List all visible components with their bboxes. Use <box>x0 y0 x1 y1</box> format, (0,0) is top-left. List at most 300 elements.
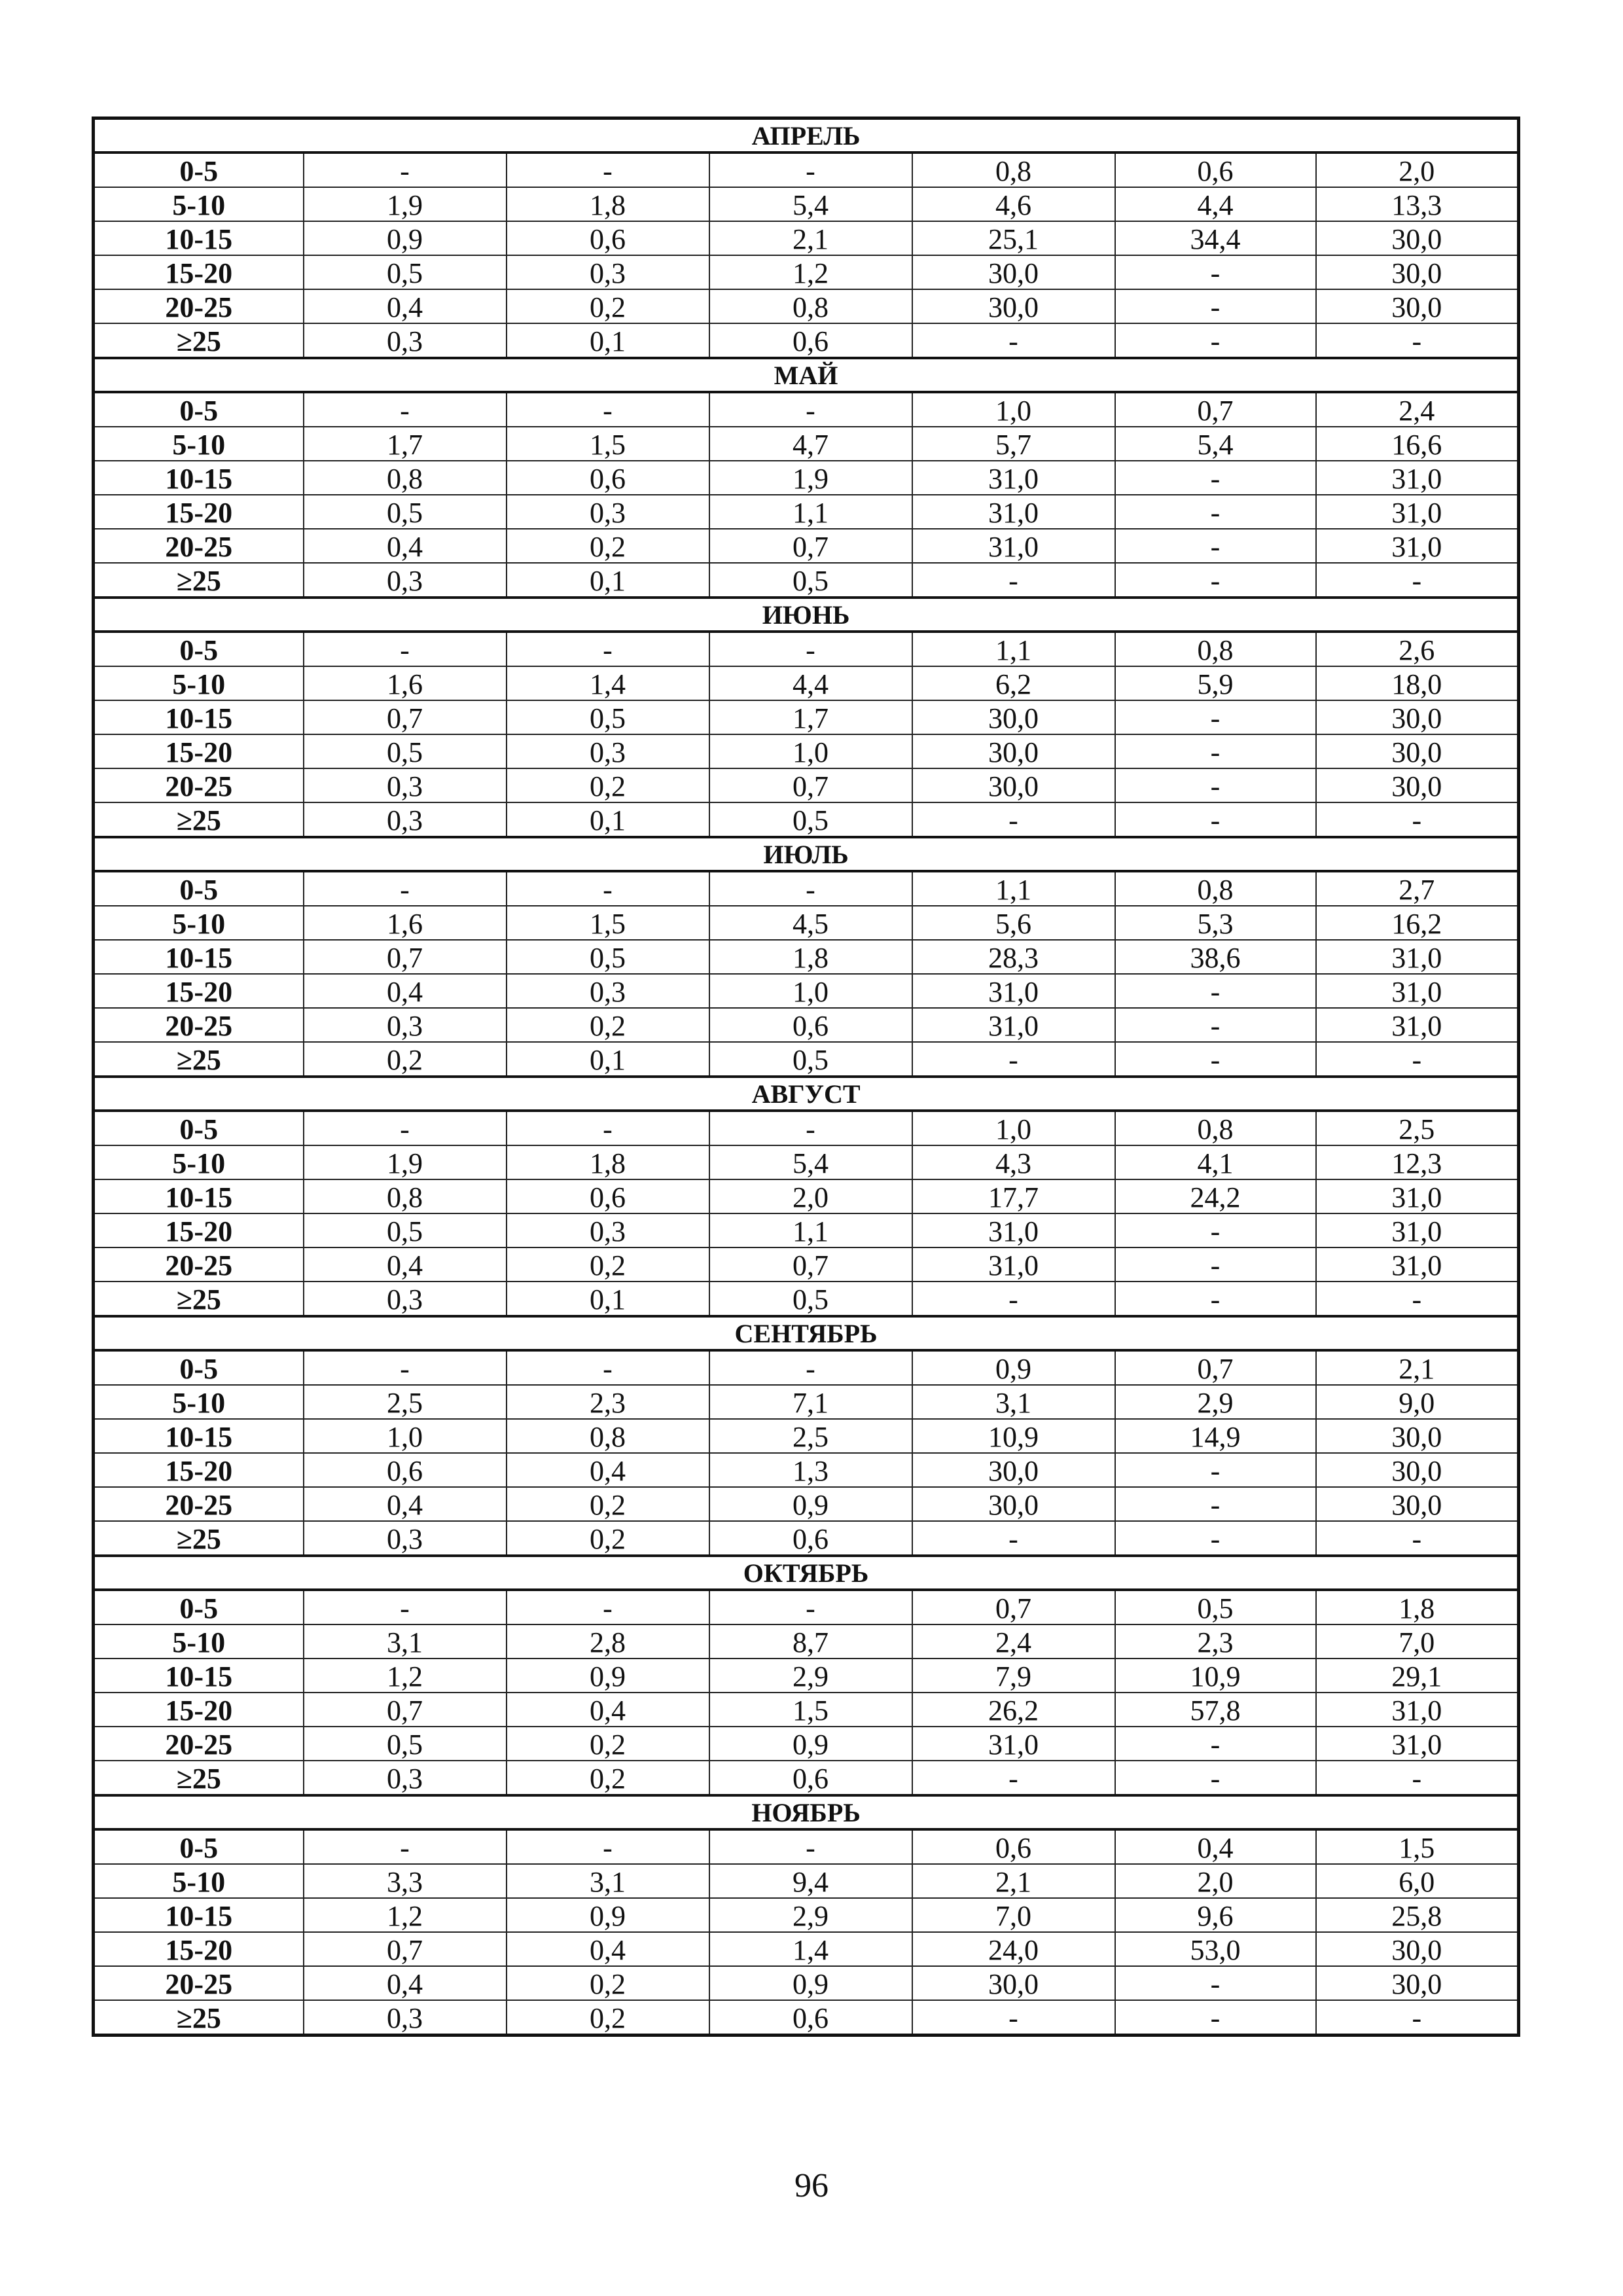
range-label: 0-5 <box>94 871 304 906</box>
table-cell: 1,8 <box>1316 1590 1519 1624</box>
range-label: 5-10 <box>94 427 304 461</box>
table-cell: 0,4 <box>304 1487 507 1521</box>
month-header-row <box>94 837 1519 871</box>
table-cell: 0,2 <box>507 1521 709 1556</box>
table-cell: - <box>507 1111 709 1145</box>
table-cell: - <box>507 1350 709 1385</box>
table-cell: - <box>507 871 709 906</box>
table-cell: 4,6 <box>912 187 1115 221</box>
month-header-row <box>94 1795 1519 1829</box>
table-cell: 2,5 <box>1316 1111 1519 1145</box>
table-cell: 0,3 <box>304 1521 507 1556</box>
table-cell: 2,4 <box>912 1624 1115 1659</box>
table-cell: 0,2 <box>507 1247 709 1282</box>
table-row <box>94 255 1519 289</box>
table-cell: 8,7 <box>709 1624 912 1659</box>
table-cell: - <box>709 871 912 906</box>
table-row <box>94 1521 1519 1556</box>
range-label: 15-20 <box>94 255 304 289</box>
table-cell: 0,1 <box>507 1282 709 1316</box>
table-cell: 25,8 <box>1316 1898 1519 1932</box>
table-cell: 30,0 <box>912 1487 1115 1521</box>
table-cell: - <box>1115 2000 1316 2036</box>
table-row <box>94 152 1519 187</box>
table-cell: 0,8 <box>1115 632 1316 666</box>
table-cell: 0,7 <box>912 1590 1115 1624</box>
table-cell: 1,8 <box>507 1145 709 1179</box>
range-label: 20-25 <box>94 1727 304 1761</box>
table-cell: 30,0 <box>1316 1487 1519 1521</box>
range-label: ≥25 <box>94 1521 304 1556</box>
table-cell: 1,8 <box>507 187 709 221</box>
range-label: 5-10 <box>94 1624 304 1659</box>
range-label: 20-25 <box>94 1247 304 1282</box>
table-cell: - <box>709 632 912 666</box>
table-cell: 0,5 <box>304 255 507 289</box>
table-cell: 0,6 <box>709 1761 912 1795</box>
table-cell: - <box>1316 2000 1519 2036</box>
table-cell: 0,4 <box>507 1693 709 1727</box>
table-cell: 0,3 <box>507 734 709 768</box>
table-cell: 0,2 <box>507 1008 709 1042</box>
table-cell: 0,3 <box>304 1282 507 1316</box>
table-row <box>94 392 1519 427</box>
table-cell: 38,6 <box>1115 940 1316 974</box>
monthly-data-table <box>92 117 1520 2037</box>
table-cell: 0,3 <box>304 768 507 802</box>
table-cell: 1,7 <box>709 700 912 734</box>
table-row <box>94 768 1519 802</box>
table-cell: 3,3 <box>304 1864 507 1898</box>
table-cell: 0,2 <box>507 1966 709 2000</box>
month-header-row <box>94 1077 1519 1111</box>
table-cell: 6,0 <box>1316 1864 1519 1898</box>
range-label: 10-15 <box>94 221 304 255</box>
month-title: АВГУСТ <box>94 1077 1519 1111</box>
table-cell: 1,5 <box>507 427 709 461</box>
month-title: МАЙ <box>94 358 1519 392</box>
table-cell: - <box>304 632 507 666</box>
table-cell: - <box>912 323 1115 358</box>
table-cell: - <box>507 152 709 187</box>
table-cell: 1,4 <box>507 666 709 700</box>
table-cell: 0,2 <box>304 1042 507 1077</box>
range-label: 20-25 <box>94 768 304 802</box>
table-row <box>94 1111 1519 1145</box>
table-cell: 0,8 <box>304 461 507 495</box>
table-cell: 2,6 <box>1316 632 1519 666</box>
table-cell: 0,2 <box>507 768 709 802</box>
table-cell: 0,4 <box>304 529 507 563</box>
table-cell: 0,6 <box>709 323 912 358</box>
range-label: 15-20 <box>94 1213 304 1247</box>
table-cell: 3,1 <box>507 1864 709 1898</box>
range-label: 10-15 <box>94 1179 304 1213</box>
table-cell: 1,6 <box>304 906 507 940</box>
table-row <box>94 289 1519 323</box>
table-cell: - <box>1115 1521 1316 1556</box>
table-cell: 0,3 <box>304 563 507 598</box>
month-title: ИЮЛЬ <box>94 837 1519 871</box>
table-cell: 0,2 <box>507 529 709 563</box>
table-cell: 9,4 <box>709 1864 912 1898</box>
table-cell: 0,5 <box>709 563 912 598</box>
table-cell: 10,9 <box>1115 1659 1316 1693</box>
range-label: 5-10 <box>94 906 304 940</box>
table-cell: 30,0 <box>912 700 1115 734</box>
table-cell: 0,6 <box>709 1521 912 1556</box>
table-cell: 4,5 <box>709 906 912 940</box>
table-cell: 5,4 <box>709 187 912 221</box>
table-cell: 2,4 <box>1316 392 1519 427</box>
table-cell: 0,2 <box>507 1487 709 1521</box>
table-row <box>94 1385 1519 1419</box>
table-row <box>94 974 1519 1008</box>
table-cell: - <box>1316 1761 1519 1795</box>
range-label: 10-15 <box>94 461 304 495</box>
table-cell: 30,0 <box>1316 1966 1519 2000</box>
table-cell: 0,9 <box>507 1898 709 1932</box>
table-cell: 2,1 <box>1316 1350 1519 1385</box>
table-cell: 0,3 <box>304 1761 507 1795</box>
table-cell: 2,8 <box>507 1624 709 1659</box>
table-cell: - <box>304 1590 507 1624</box>
table-cell: 5,7 <box>912 427 1115 461</box>
table-cell: 0,9 <box>507 1659 709 1693</box>
table-row <box>94 221 1519 255</box>
range-label: 15-20 <box>94 1932 304 1966</box>
table-cell: 0,6 <box>709 1008 912 1042</box>
table-cell: 0,3 <box>304 2000 507 2036</box>
table-cell: 7,0 <box>912 1898 1115 1932</box>
table-row <box>94 906 1519 940</box>
table-cell: 1,5 <box>1316 1829 1519 1864</box>
range-label: 0-5 <box>94 1111 304 1145</box>
table-cell: 31,0 <box>912 1727 1115 1761</box>
table-cell: 0,4 <box>1115 1829 1316 1864</box>
month-title: СЕНТЯБРЬ <box>94 1316 1519 1350</box>
table-row <box>94 1145 1519 1179</box>
table-cell: 0,7 <box>709 529 912 563</box>
table-cell: 1,1 <box>709 495 912 529</box>
table-cell: 0,4 <box>507 1453 709 1487</box>
table-cell: - <box>304 392 507 427</box>
table-cell: 0,5 <box>304 734 507 768</box>
table-cell: 4,4 <box>1115 187 1316 221</box>
table-cell: - <box>1115 1761 1316 1795</box>
table-cell: - <box>1115 1282 1316 1316</box>
table-cell: 1,2 <box>304 1659 507 1693</box>
table-cell: 4,3 <box>912 1145 1115 1179</box>
table-cell: - <box>709 1590 912 1624</box>
table-cell: - <box>912 2000 1115 2036</box>
table-cell: 0,6 <box>507 1179 709 1213</box>
range-label: 20-25 <box>94 289 304 323</box>
table-cell: 30,0 <box>1316 289 1519 323</box>
table-cell: 0,6 <box>507 221 709 255</box>
table-cell: - <box>1115 495 1316 529</box>
range-label: 0-5 <box>94 392 304 427</box>
table-cell: 0,7 <box>709 1247 912 1282</box>
table-cell: - <box>1316 802 1519 837</box>
table-cell: - <box>304 152 507 187</box>
table-body <box>94 118 1519 2036</box>
table-cell: 31,0 <box>1316 1179 1519 1213</box>
table-cell: 1,1 <box>709 1213 912 1247</box>
table-cell: - <box>507 1829 709 1864</box>
table-cell: 0,1 <box>507 563 709 598</box>
range-label: 15-20 <box>94 974 304 1008</box>
table-cell: 2,9 <box>709 1659 912 1693</box>
table-cell: 0,8 <box>304 1179 507 1213</box>
table-cell: 5,4 <box>709 1145 912 1179</box>
range-label: 0-5 <box>94 632 304 666</box>
range-label: ≥25 <box>94 563 304 598</box>
range-label: 20-25 <box>94 1008 304 1042</box>
table-cell: 2,5 <box>304 1385 507 1419</box>
table-cell: - <box>709 1829 912 1864</box>
table-row <box>94 1829 1519 1864</box>
table-cell: 1,2 <box>304 1898 507 1932</box>
table-row <box>94 563 1519 598</box>
range-label: 0-5 <box>94 1350 304 1385</box>
table-cell: 31,0 <box>1316 1727 1519 1761</box>
table-row <box>94 187 1519 221</box>
table-row <box>94 1453 1519 1487</box>
table-cell: 0,3 <box>507 495 709 529</box>
table-cell: 3,1 <box>912 1385 1115 1419</box>
range-label: 10-15 <box>94 940 304 974</box>
table-cell: 0,9 <box>709 1966 912 2000</box>
table-cell: 30,0 <box>912 734 1115 768</box>
table-row <box>94 427 1519 461</box>
table-cell: 2,0 <box>709 1179 912 1213</box>
table-cell: 30,0 <box>1316 700 1519 734</box>
table-cell: - <box>304 1829 507 1864</box>
table-cell: 0,7 <box>304 700 507 734</box>
table-cell: 2,7 <box>1316 871 1519 906</box>
table-row <box>94 1727 1519 1761</box>
range-label: 20-25 <box>94 529 304 563</box>
month-header-row <box>94 1316 1519 1350</box>
table-cell: 0,4 <box>304 1247 507 1282</box>
range-label: ≥25 <box>94 1282 304 1316</box>
table-cell: 31,0 <box>1316 1213 1519 1247</box>
range-label: 10-15 <box>94 1419 304 1453</box>
table-cell: - <box>1115 255 1316 289</box>
table-cell: 10,9 <box>912 1419 1115 1453</box>
table-cell: 0,5 <box>507 940 709 974</box>
table-cell: 5,4 <box>1115 427 1316 461</box>
table-cell: - <box>709 1111 912 1145</box>
table-cell: 0,6 <box>1115 152 1316 187</box>
range-label: ≥25 <box>94 2000 304 2036</box>
table-cell: - <box>1115 1213 1316 1247</box>
table-cell: 30,0 <box>1316 734 1519 768</box>
table-row <box>94 871 1519 906</box>
table-cell: 1,0 <box>304 1419 507 1453</box>
table-cell: 0,9 <box>709 1487 912 1521</box>
table-cell: 0,8 <box>1115 871 1316 906</box>
table-cell: 31,0 <box>1316 1247 1519 1282</box>
table-row <box>94 529 1519 563</box>
table-cell: 0,7 <box>304 1693 507 1727</box>
table-cell: - <box>912 563 1115 598</box>
table-cell: 0,5 <box>709 1042 912 1077</box>
table-cell: 31,0 <box>1316 940 1519 974</box>
table-cell: 0,3 <box>507 255 709 289</box>
table-cell: 31,0 <box>912 1008 1115 1042</box>
month-header-row <box>94 598 1519 632</box>
range-label: 20-25 <box>94 1966 304 2000</box>
table-cell: 0,9 <box>709 1727 912 1761</box>
table-cell: 9,6 <box>1115 1898 1316 1932</box>
month-title: НОЯБРЬ <box>94 1795 1519 1829</box>
table-cell: 31,0 <box>1316 1008 1519 1042</box>
table-cell: 31,0 <box>1316 461 1519 495</box>
table-cell: 0,6 <box>507 461 709 495</box>
table-row <box>94 1659 1519 1693</box>
table-cell: 30,0 <box>1316 1419 1519 1453</box>
table-cell: 12,3 <box>1316 1145 1519 1179</box>
table-cell: - <box>304 1111 507 1145</box>
table-cell: 31,0 <box>1316 974 1519 1008</box>
table-cell: - <box>1115 700 1316 734</box>
table-row <box>94 1419 1519 1453</box>
table-cell: 2,5 <box>709 1419 912 1453</box>
table-cell: 5,9 <box>1115 666 1316 700</box>
table-cell: 0,4 <box>304 289 507 323</box>
table-cell: - <box>1115 461 1316 495</box>
table-cell: - <box>1115 1727 1316 1761</box>
range-label: 5-10 <box>94 1385 304 1419</box>
table-cell: 2,3 <box>1115 1624 1316 1659</box>
table-cell: - <box>1115 563 1316 598</box>
table-cell: 0,5 <box>304 1727 507 1761</box>
range-label: ≥25 <box>94 323 304 358</box>
table-cell: 2,1 <box>709 221 912 255</box>
table-row <box>94 1864 1519 1898</box>
table-cell: 2,9 <box>709 1898 912 1932</box>
table-cell: 31,0 <box>912 529 1115 563</box>
table-cell: 1,0 <box>709 974 912 1008</box>
table-cell: - <box>1316 1521 1519 1556</box>
table-cell: 0,2 <box>507 1761 709 1795</box>
table-cell: - <box>709 152 912 187</box>
table-cell: 2,9 <box>1115 1385 1316 1419</box>
table-row <box>94 1213 1519 1247</box>
table-cell: 1,0 <box>912 392 1115 427</box>
table-row <box>94 2000 1519 2036</box>
table-cell: 0,6 <box>304 1453 507 1487</box>
table-row <box>94 1624 1519 1659</box>
table-cell: - <box>912 1521 1115 1556</box>
table-cell: 0,5 <box>304 1213 507 1247</box>
table-row <box>94 1966 1519 2000</box>
table-cell: 2,3 <box>507 1385 709 1419</box>
table-cell: 0,2 <box>507 2000 709 2036</box>
table-cell: - <box>1115 1008 1316 1042</box>
table-cell: 30,0 <box>1316 1932 1519 1966</box>
range-label: 5-10 <box>94 1864 304 1898</box>
table-cell: 6,2 <box>912 666 1115 700</box>
table-cell: - <box>1115 529 1316 563</box>
table-cell: - <box>709 392 912 427</box>
table-cell: - <box>1115 974 1316 1008</box>
table-cell: 0,5 <box>304 495 507 529</box>
range-label: 5-10 <box>94 187 304 221</box>
table-cell: 0,7 <box>304 1932 507 1966</box>
table-cell: 4,1 <box>1115 1145 1316 1179</box>
table-cell: - <box>1115 1966 1316 2000</box>
table-cell: 1,0 <box>709 734 912 768</box>
table-cell: 31,0 <box>1316 495 1519 529</box>
table-cell: - <box>1115 323 1316 358</box>
table-cell: 5,3 <box>1115 906 1316 940</box>
table-cell: 30,0 <box>912 1453 1115 1487</box>
range-label: 10-15 <box>94 1898 304 1932</box>
table-row <box>94 323 1519 358</box>
table-cell: - <box>1115 734 1316 768</box>
table-cell: 30,0 <box>912 1966 1115 2000</box>
table-cell: 7,1 <box>709 1385 912 1419</box>
table-cell: 30,0 <box>1316 768 1519 802</box>
table-cell: 29,1 <box>1316 1659 1519 1693</box>
table-cell: 30,0 <box>1316 1453 1519 1487</box>
month-header-row <box>94 1556 1519 1590</box>
range-label: 10-15 <box>94 1659 304 1693</box>
table-cell: 1,2 <box>709 255 912 289</box>
table-row <box>94 802 1519 837</box>
table-row <box>94 1008 1519 1042</box>
table-cell: 34,4 <box>1115 221 1316 255</box>
table-cell: - <box>1115 802 1316 837</box>
table-cell: 31,0 <box>1316 1693 1519 1727</box>
table-cell: 17,7 <box>912 1179 1115 1213</box>
table-cell: 31,0 <box>1316 529 1519 563</box>
table-cell: 0,2 <box>507 289 709 323</box>
table-cell: 0,4 <box>304 974 507 1008</box>
table-cell: 16,2 <box>1316 906 1519 940</box>
table-cell: 2,0 <box>1115 1864 1316 1898</box>
month-title: ОКТЯБРЬ <box>94 1556 1519 1590</box>
table-cell: 31,0 <box>912 1213 1115 1247</box>
month-title: АПРЕЛЬ <box>94 118 1519 153</box>
table-cell: 0,1 <box>507 802 709 837</box>
table-cell: - <box>507 632 709 666</box>
table-cell: 14,9 <box>1115 1419 1316 1453</box>
range-label: 0-5 <box>94 152 304 187</box>
table-row <box>94 666 1519 700</box>
table-row <box>94 734 1519 768</box>
month-header-row <box>94 358 1519 392</box>
table-cell: 16,6 <box>1316 427 1519 461</box>
table-cell: - <box>912 1282 1115 1316</box>
table-row <box>94 1693 1519 1727</box>
table-cell: - <box>1115 1247 1316 1282</box>
table-cell: 1,3 <box>709 1453 912 1487</box>
table-cell: 30,0 <box>912 255 1115 289</box>
table-cell: 0,7 <box>304 940 507 974</box>
table-row <box>94 700 1519 734</box>
table-cell: 0,3 <box>304 323 507 358</box>
table-cell: 1,4 <box>709 1932 912 1966</box>
table-cell: 18,0 <box>1316 666 1519 700</box>
table-cell: 0,3 <box>304 1008 507 1042</box>
table-cell: 7,9 <box>912 1659 1115 1693</box>
range-label: 15-20 <box>94 734 304 768</box>
table-cell: 26,2 <box>912 1693 1115 1727</box>
